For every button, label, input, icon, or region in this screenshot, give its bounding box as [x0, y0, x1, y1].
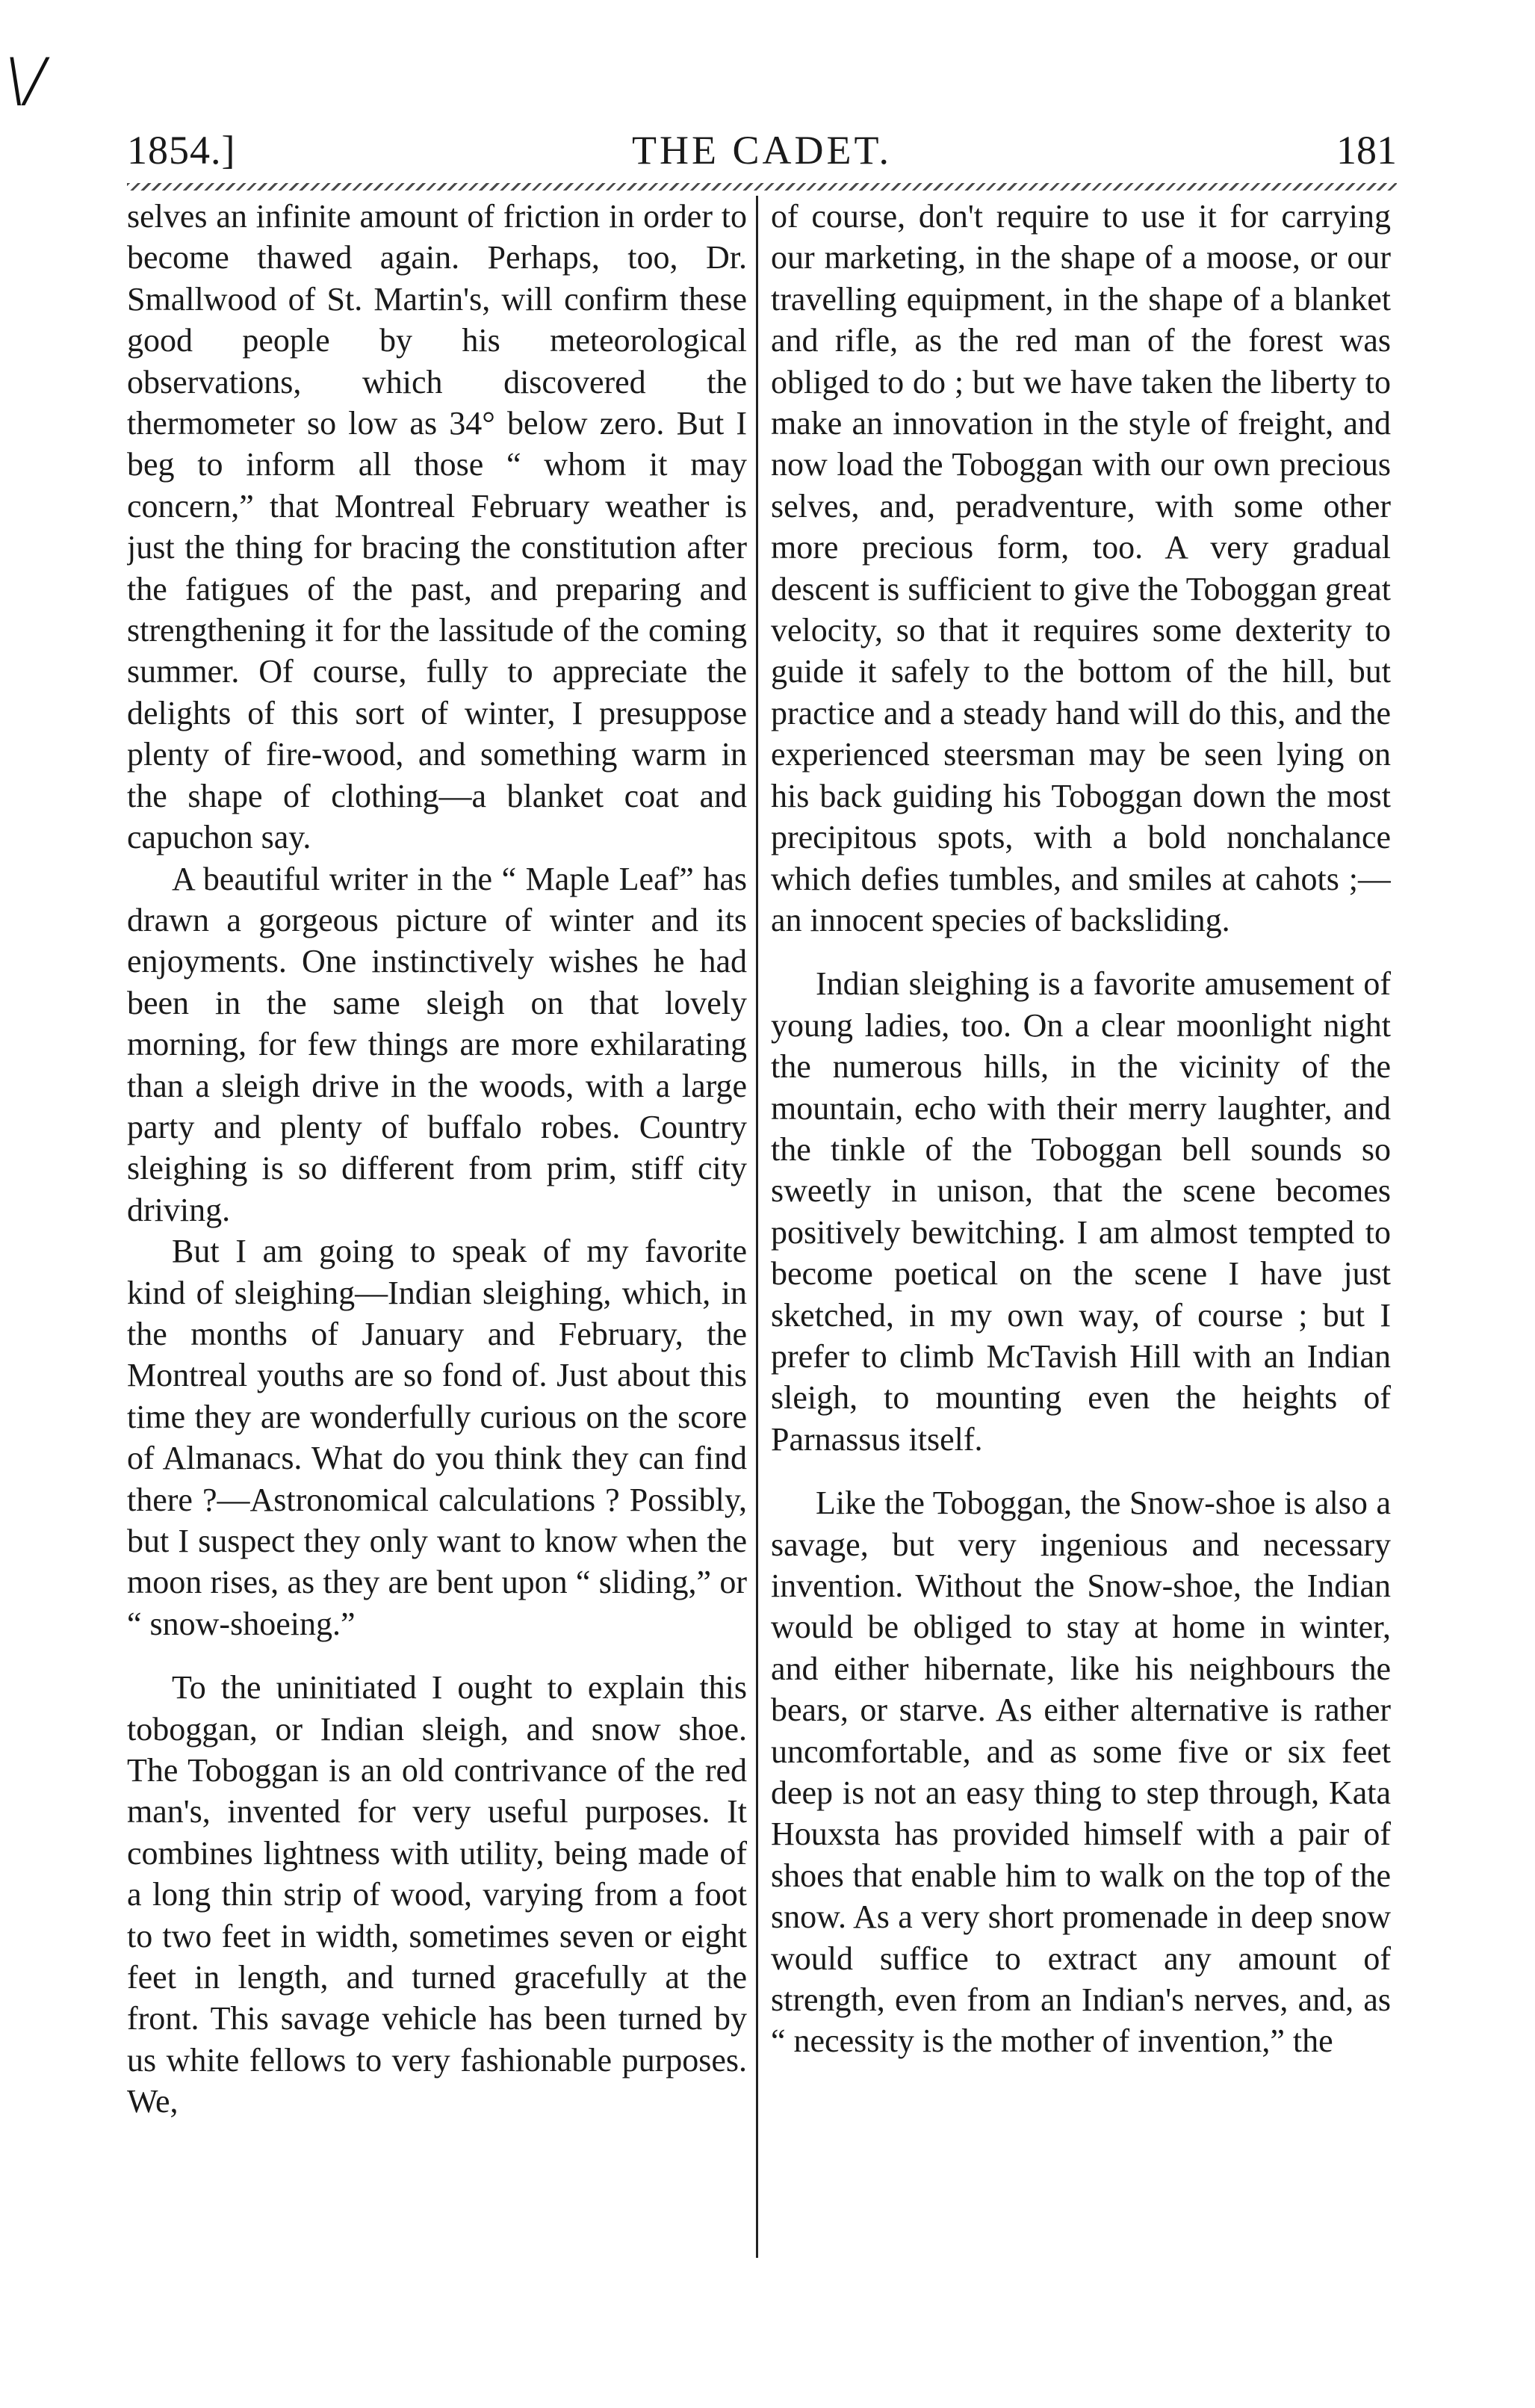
paragraph: selves an infinite amount of friction in order to become thawed again. Perhaps, too, Dr. Smallwood of St. Martin's, will confirm these good people by his meteorological observations, which discovered the thermometer so low as 34° below zero. But I beg to inform all those “ whom it may concern,” that Montreal February weather is just the thing for bracing the constitution after the fatigues of the past, and preparing and strengthening it for the lassitude of the coming summer. Of course, fully to appreciate the delights of this sort of winter, I presuppose plenty of fire-wood, and something warm in the shape of clothing—a blanket coat and capuchon say. [127, 198, 747, 856]
paragraph: A beautiful writer in the “ Maple Leaf” has drawn a gorgeous picture of winter and its enjoyments. One instinctively wishes he had been in the same sleigh on that lovely morning, for few things are more exhilarating than a sleigh drive in the woods, with a large party and plenty of buffalo robes. Country sleighing is so different from prim, stiff city driving. [127, 860, 747, 1228]
paragraph: of course, don't require to use it for carrying our marketing, in the shape of a moose, or our travelling equipment, in the shape of a blanket and rifle, as the red man of the forest was obliged to do ; but we have taken the liberty to make an innovation in the style of freight, and now load the Toboggan with our own precious selves, and, peradventure, with some other more precious form, too. A very gradual descent is sufficient to give the Toboggan great velocity, so that it requires some dexterity to guide it safely to the bottom of the hill, but practice and a steady hand will do this, and the experienced steersman may be seen lying on his back guiding his Toboggan down the most precipitous spots, with a bold nonchalance which defies tumbles, and smiles at cahots ;—an innocent species of backsliding. [771, 198, 1391, 938]
column-divider [756, 196, 758, 2258]
margin-mark: \/ [4, 40, 45, 120]
journal-title: THE CADET. [632, 128, 892, 173]
page-header [127, 127, 1397, 179]
left-column [127, 196, 747, 2265]
paragraph: Like the Toboggan, the Snow-shoe is also a savage, but very ingenious and necessary invention. Without the Snow-shoe, the Indian would be obliged to stay at home in winter, and either hibernate, like his neighbours the bears, or starve. As either alternative is rather uncomfortable, and as some five or six feet deep is not an easy thing to step through, Kata Houxsta has provided himself with a pair of shoes that enable him to walk on the top of the snow. As a very short promenade in deep snow would suffice to extract any amount of strength, even from an Indian's nerves, and, as “ necessity is the mother of invention,” the [771, 1485, 1391, 2060]
page-number: 181 [1336, 128, 1397, 173]
header-year: 1854.] [127, 128, 236, 173]
right-column [771, 196, 1391, 2265]
header-rule [127, 183, 1397, 191]
paragraph: But I am going to speak of my favorite kind of sleighing—Indian sleighing, which, in the months of January and February, the Montreal youths are so fond of. Just about this time they are wonderfully curious on the score of Almanacs. What do you think they can find there ?—Astronomical calculations ? Possibly, but I suspect they only want to know when the moon rises, as they are bent upon “ sliding,” or “ snow-shoeing.” [127, 1233, 747, 1642]
paragraph: Indian sleighing is a favorite amusement of young ladies, too. On a clear moonlight night the numerous hills, in the vicinity of the mountain, echo with their merry laughter, and the tinkle of the Toboggan bell sounds so sweetly in unison, that the scene becomes positively bewitching. I am almost tempted to become poetical on the scene I have just sketched, in my own way, of course ; but I prefer to climb McTavish Hill with an Indian sleigh, to mounting even the heights of Parnassus itself. [771, 965, 1391, 1458]
paragraph: To the uninitiated I ought to explain this toboggan, or Indian sleigh, and snow shoe. The Toboggan is an old contrivance of the red man's, invented for very useful purposes. It combines lightness with utility, being made of a long thin strip of wood, varying from a foot to two feet in width, sometimes seven or eight feet in length, and turned gracefully at the front. This savage vehicle has been turned by us white fellows to very fashionable purposes. We, [127, 1669, 747, 2120]
